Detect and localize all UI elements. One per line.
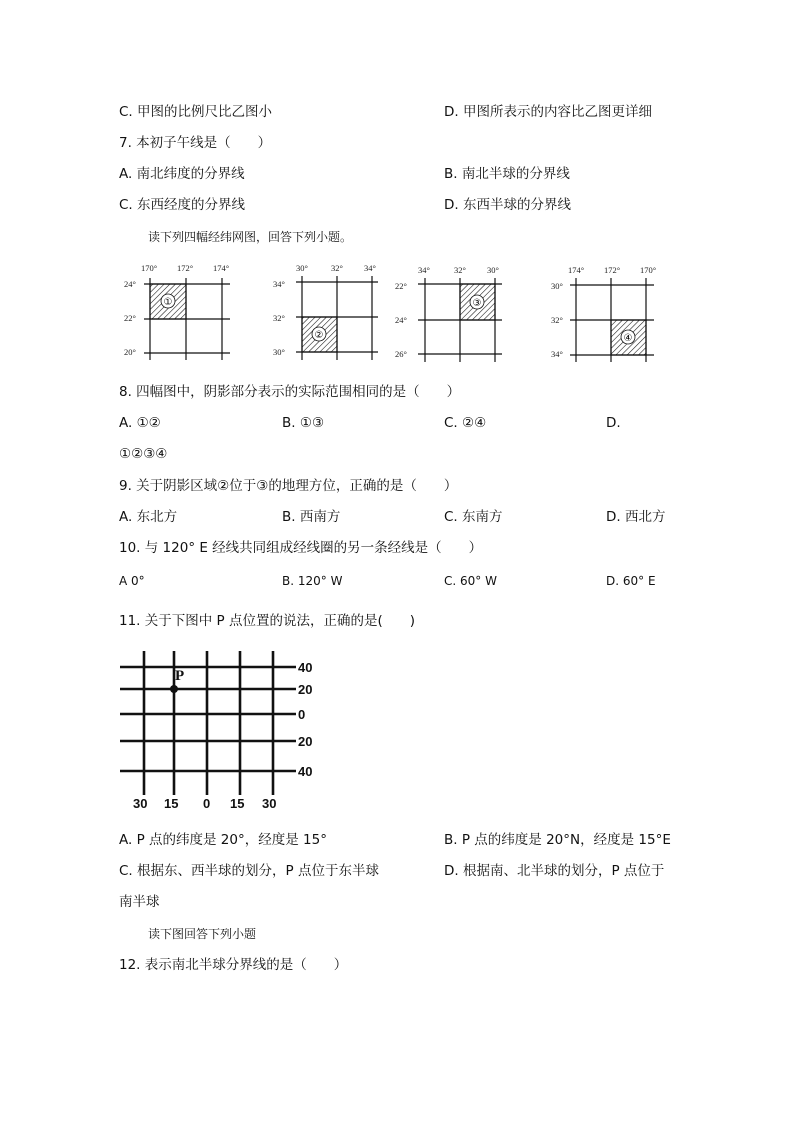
q7-option-a: A. 南北纬度的分界线 [119, 166, 245, 182]
map1-top-label: 170° [141, 263, 158, 273]
map2-mark: ② [314, 330, 324, 341]
map3-top-label: 30° [487, 265, 499, 275]
map1-side-label: 20° [124, 347, 136, 357]
map4-side-label: 34° [551, 349, 563, 359]
map4-side-label: 30° [551, 281, 563, 291]
q10-option-a: A 0° [119, 574, 145, 588]
q7-option-d: D. 东西半球的分界线 [444, 197, 571, 213]
q9-option-a: A. 东北方 [119, 509, 178, 525]
graticule-map-4 [550, 262, 680, 367]
graticule-map-1 [120, 260, 250, 365]
map1-side-label: 22° [124, 313, 136, 323]
q11-option-d-text: 南半球 [119, 894, 160, 910]
lon-label: 0 [203, 796, 211, 811]
map3-side-label: 26° [395, 349, 407, 359]
lon-label: 30 [262, 796, 277, 811]
q8-option-c: C. ②④ [444, 415, 487, 431]
map1-mark: ① [163, 297, 173, 308]
map1-top-label: 174° [213, 263, 230, 273]
map4-mark: ④ [623, 333, 633, 344]
map2-top-label: 34° [364, 263, 376, 273]
q9-option-d: D. 西北方 [606, 509, 666, 525]
question-12: 12. 表示南北半球分界线的是（ ） [119, 957, 348, 973]
map2-grid [270, 260, 400, 365]
q10-option-c: C. 60° W [444, 574, 497, 588]
q9-option-b: B. 西南方 [282, 509, 341, 525]
q9-option-c: C. 东南方 [444, 509, 503, 525]
question-7: 7. 本初子午线是（ ） [119, 135, 272, 151]
lon-label: 30 [133, 796, 148, 811]
map3-top-label: 34° [418, 265, 430, 275]
map1-top-label: 172° [177, 263, 194, 273]
q8-option-b: B. ①③ [282, 415, 325, 431]
map1-grid [120, 260, 250, 365]
lat-label: 40 [298, 764, 313, 779]
graticule-map-3 [394, 262, 524, 367]
map2-side-label: 34° [273, 279, 285, 289]
q8-option-d: D. [606, 415, 621, 431]
q11-option-c: C. 根据东、西半球的划分，P 点位于东半球 [119, 863, 379, 879]
map4-side-label: 32° [551, 315, 563, 325]
q7-option-c: C. 东西经度的分界线 [119, 197, 246, 213]
p-point-label: P [175, 668, 185, 684]
intro-four-maps: 读下列四幅经纬网图，回答下列小题。 [148, 230, 353, 244]
q8-option-d-text: ①②③④ [119, 446, 168, 462]
question-9: 9. 关于阴影区域②位于③的地理方位，正确的是（ ） [119, 478, 458, 494]
lon-label: 15 [230, 796, 245, 811]
map3-side-label: 22° [395, 281, 407, 291]
q11-option-b: B. P 点的纬度是 20°N，经度是 15°E [444, 832, 671, 848]
lat-label: 40 [298, 660, 313, 675]
question-10: 10. 与 120° E 经线共同组成经线圈的另一条经线是（ ） [119, 540, 483, 556]
question-11: 11. 关于下图中 P 点位置的说法，正确的是( ) [119, 613, 416, 629]
lat-label: 0 [298, 707, 306, 722]
p-point-dot [170, 685, 178, 693]
lat-label: 20 [298, 682, 313, 697]
map4-grid [550, 262, 680, 367]
q7-option-b: B. 南北半球的分界线 [444, 166, 570, 182]
question-8: 8. 四幅图中，阴影部分表示的实际范围相同的是（ ） [119, 384, 461, 400]
map3-side-label: 24° [395, 315, 407, 325]
map3-top-label: 32° [454, 265, 466, 275]
q10-option-b: B. 120° W [282, 574, 343, 588]
lon-label: 15 [164, 796, 179, 811]
q6-option-c: C. 甲图的比例尺比乙图小 [119, 104, 273, 120]
lat-label: 20 [298, 734, 313, 749]
map2-side-label: 32° [273, 313, 285, 323]
q10-option-d: D. 60° E [606, 574, 656, 588]
map2-top-label: 32° [331, 263, 343, 273]
intro-next-figure: 读下图回答下列小题 [148, 927, 257, 941]
map3-mark: ③ [472, 298, 482, 309]
map4-top-label: 170° [640, 265, 657, 275]
map2-side-label: 30° [273, 347, 285, 357]
p-point-grid [118, 645, 328, 815]
p-grid-lines [118, 645, 328, 815]
map3-grid [394, 262, 524, 367]
map2-top-label: 30° [296, 263, 308, 273]
map4-top-label: 174° [568, 265, 585, 275]
q11-option-d: D. 根据南、北半球的划分，P 点位于 [444, 863, 665, 879]
map4-top-label: 172° [604, 265, 621, 275]
q8-option-a: A. ①② [119, 415, 161, 431]
graticule-map-2 [270, 260, 400, 365]
map1-side-label: 24° [124, 279, 136, 289]
q11-option-a: A. P 点的纬度是 20°，经度是 15° [119, 832, 327, 848]
q6-option-d: D. 甲图所表示的内容比乙图更详细 [444, 104, 652, 120]
